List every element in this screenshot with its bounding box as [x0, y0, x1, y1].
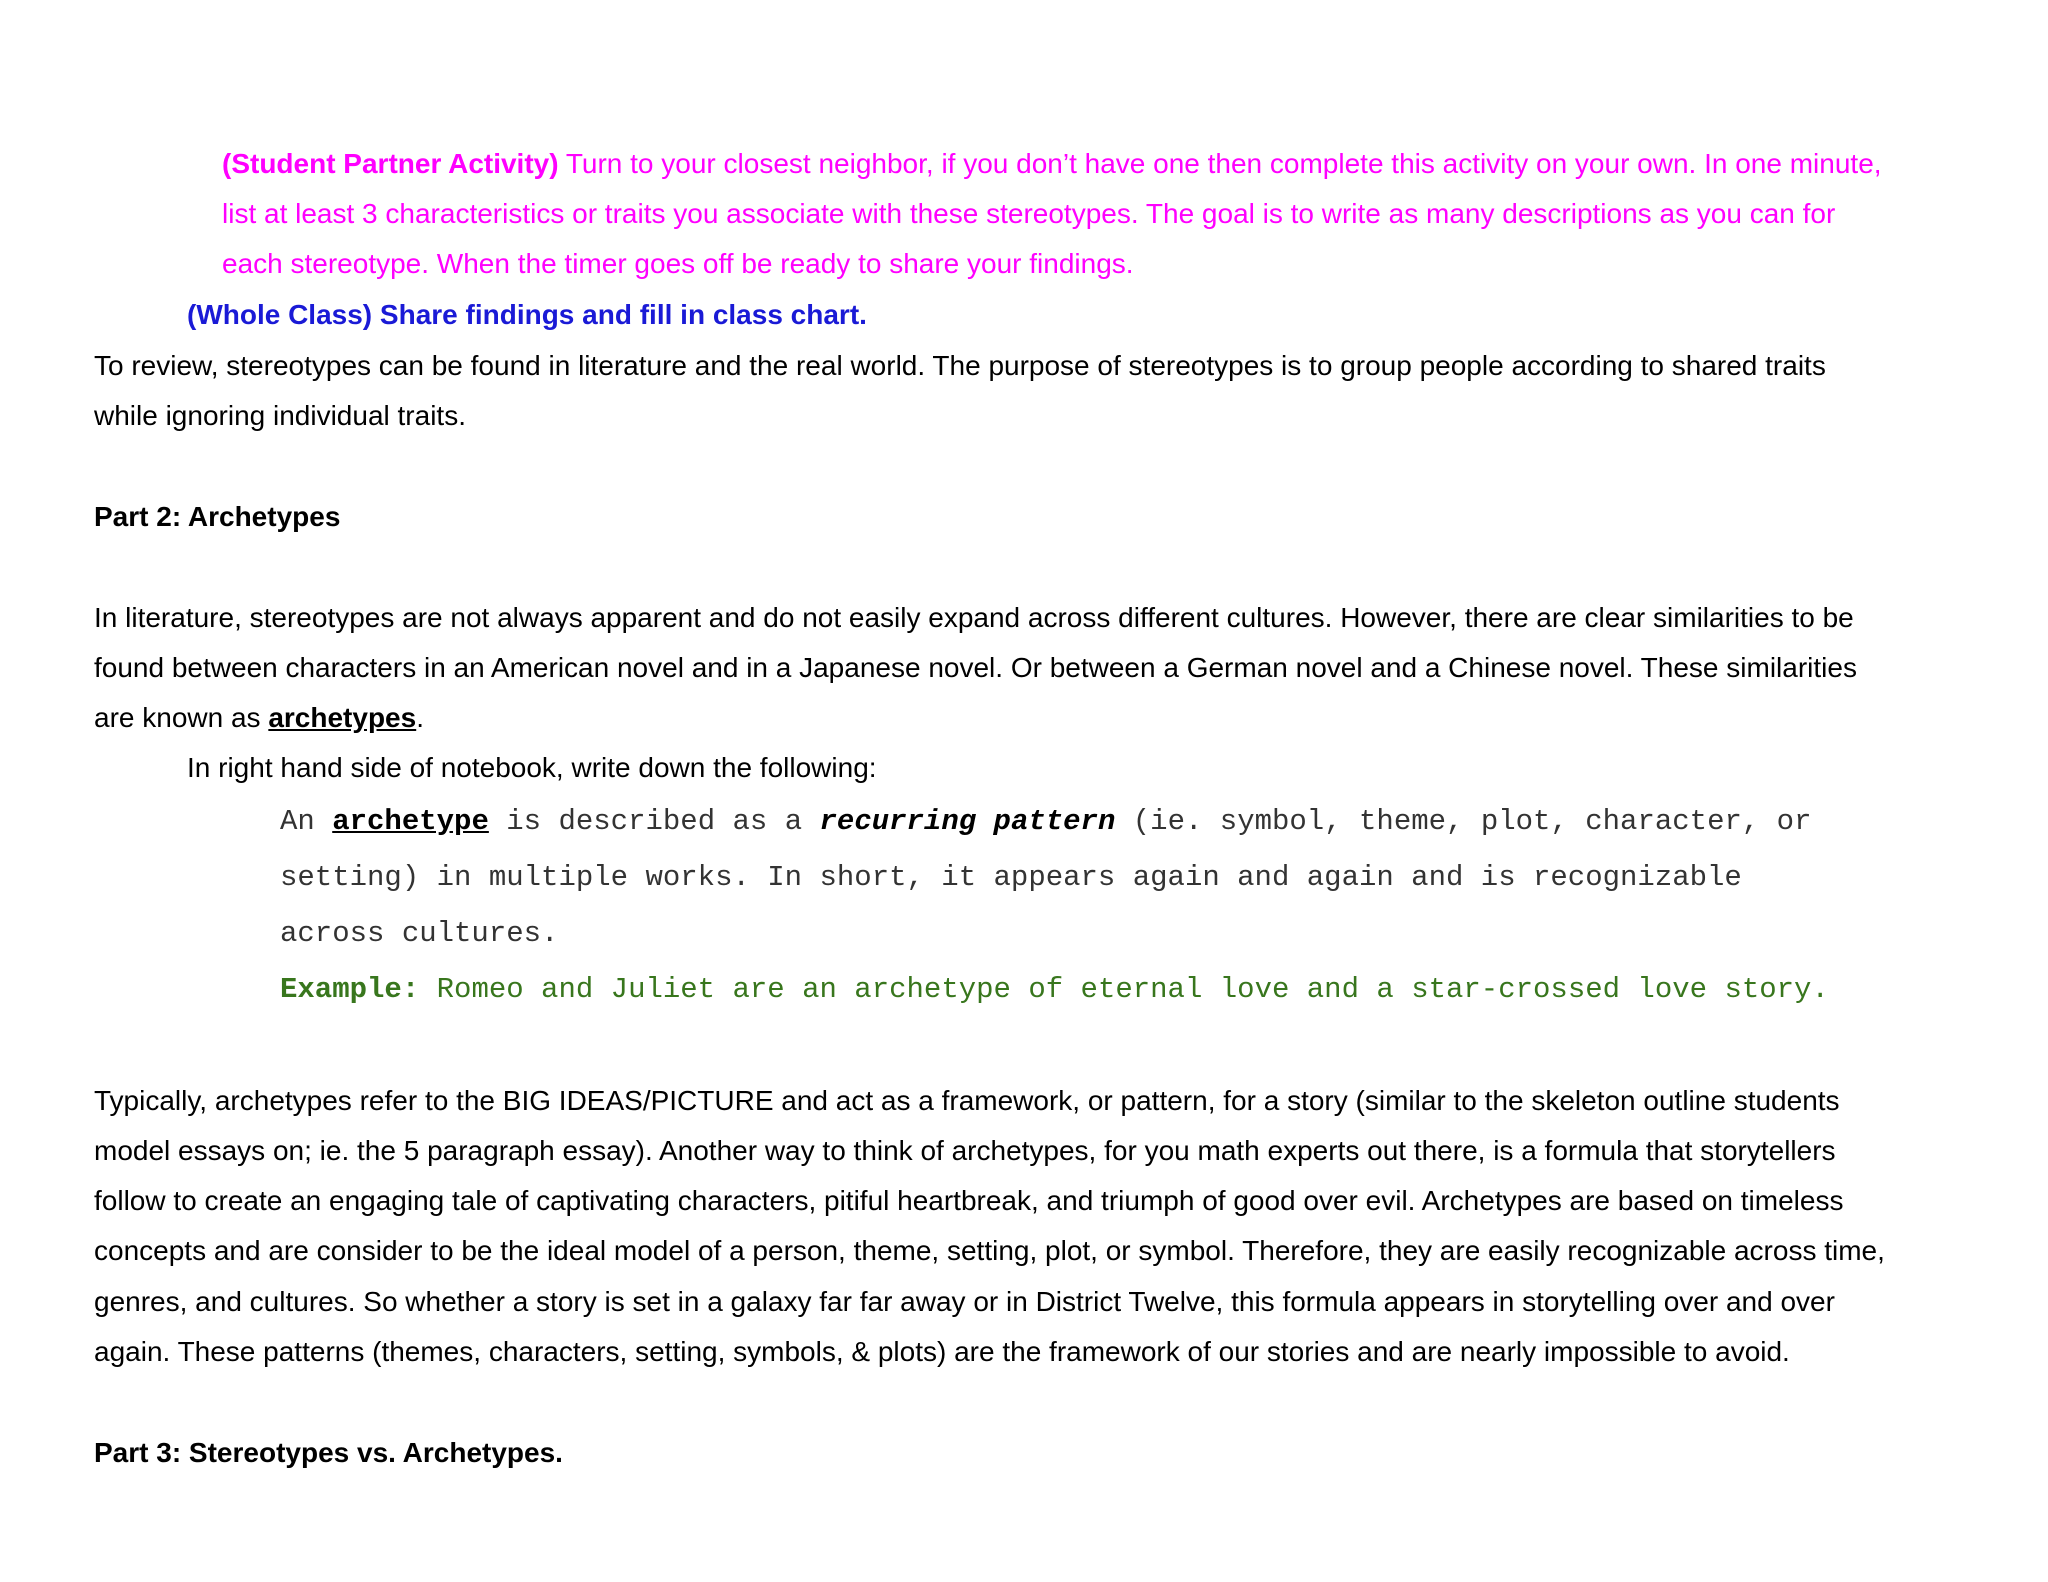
- definition-line-2: setting) in multiple works. In short, it appears again and again and is recognizable: [280, 861, 1742, 894]
- intro-line-1: In literature, stereotypes are not always apparent and do not easily expand across different cultures. However, there are clear similarities to be: [94, 602, 1854, 633]
- typically-line-2: model essays on; ie. the 5 paragraph essay). Another way to think of archetypes, for you math experts out there, is a formula that storytellers: [94, 1135, 1836, 1166]
- example-line: [280, 973, 1829, 1007]
- definition-mid: is described as a: [488, 805, 820, 838]
- intro-line-3-text: are known as: [94, 702, 269, 733]
- recurring-pattern-term: recurring pattern: [819, 805, 1116, 838]
- whole-class-instruction: (Whole Class) Share findings and fill in class chart.: [187, 299, 867, 330]
- archetype-term: archetype: [332, 805, 489, 838]
- intro-line-3-period: .: [416, 702, 424, 733]
- definition-line-3: across cultures.: [280, 917, 559, 950]
- definition-line-1: [280, 805, 1812, 839]
- typically-line-4: concepts and are consider to be the ideal model of a person, theme, setting, plot, or symbol. Therefore, they are easily recognizable across time,: [94, 1235, 1885, 1266]
- typically-line-1: Typically, archetypes refer to the BIG IDEAS/PICTURE and act as a framework, or pattern, for a story (similar to the skeleton outline students: [94, 1085, 1840, 1116]
- example-text: Romeo and Juliet are an archetype of eternal love and a star-crossed love story.: [419, 973, 1829, 1006]
- review-line-1: To review, stereotypes can be found in literature and the real world. The purpose of stereotypes is to group people according to shared traits: [94, 350, 1826, 381]
- notebook-instruction: In right hand side of notebook, write down the following:: [187, 752, 877, 783]
- definition-pre: An: [280, 805, 333, 838]
- part-2-heading: Part 2: Archetypes: [94, 501, 341, 532]
- partner-activity-text: Turn to your closest neighbor, if you don’t have one then complete this activity on your own. In one minute,: [558, 148, 1882, 179]
- partner-activity-line-3: each stereotype. When the timer goes off be ready to share your findings.: [222, 248, 1134, 279]
- example-label: Example:: [280, 973, 420, 1006]
- part-3-heading: Part 3: Stereotypes vs. Archetypes.: [94, 1437, 563, 1468]
- definition-post: (ie. symbol, theme, plot, character, or: [1115, 805, 1812, 838]
- partner-activity-line-1: [222, 147, 1882, 181]
- intro-line-3: [94, 701, 424, 735]
- typically-line-3: follow to create an engaging tale of captivating characters, pitiful heartbreak, and triumph of good over evil. Archetypes are based on timeless: [94, 1185, 1844, 1216]
- partner-activity-line-2: list at least 3 characteristics or traits you associate with these stereotypes. The goal is to write as many descriptions as you can for: [222, 198, 1836, 229]
- review-line-2: while ignoring individual traits.: [94, 400, 466, 431]
- typically-line-5: genres, and cultures. So whether a story is set in a galaxy far far away or in District Twelve, this formula appears in storytelling over and over: [94, 1286, 1835, 1317]
- typically-line-6: again. These patterns (themes, characters, setting, symbols, & plots) are the framework of our stories and are nearly impossible to avoid.: [94, 1336, 1790, 1367]
- intro-line-2: found between characters in an American novel and in a Japanese novel. Or between a German novel and a Chinese novel. These similarities: [94, 652, 1857, 683]
- partner-activity-lead: (Student Partner Activity): [222, 148, 559, 179]
- archetypes-term: archetypes: [268, 702, 417, 733]
